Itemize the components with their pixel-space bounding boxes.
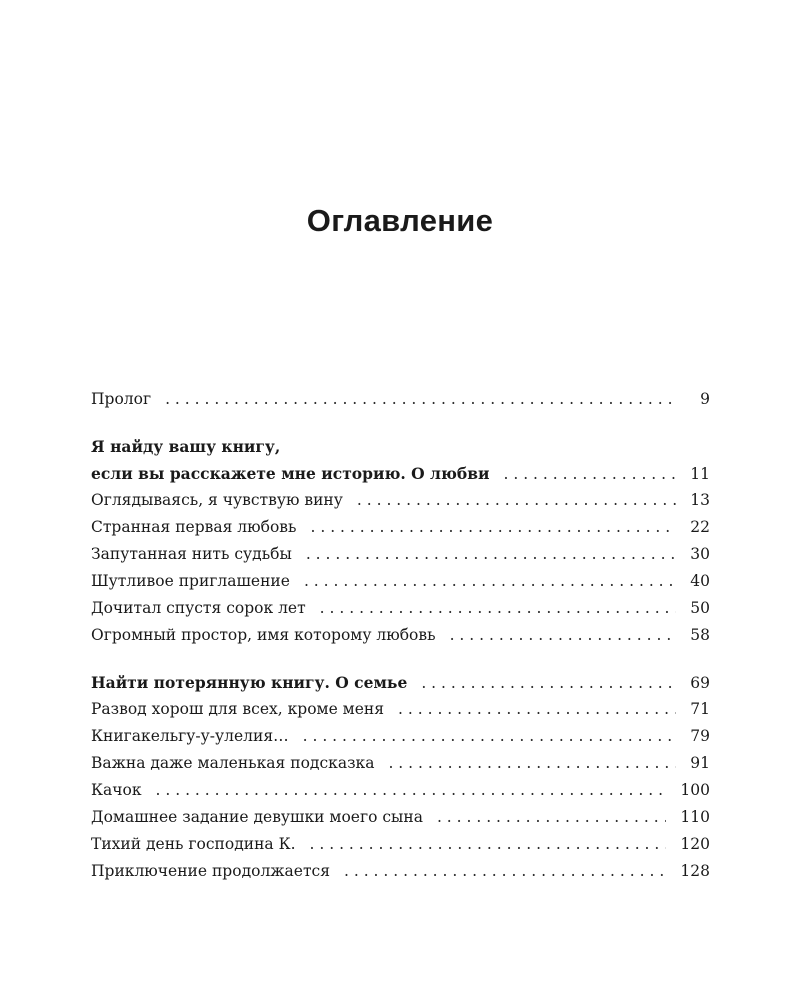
toc-entry-page: 9 [700,390,710,408]
section-heading-love [91,460,710,487]
toc-entry-label: Приключение продолжается [91,862,330,880]
toc-entry-page: 69 [690,674,710,692]
toc-entry-page: 22 [690,518,710,536]
toc-entry-label: Тихий день господина К. [91,835,296,853]
toc-entry-label: Шутливое приглашение [91,572,290,590]
section-gap [91,413,710,433]
toc-entry-page: 50 [690,599,710,617]
toc-entry-page: 71 [690,700,710,718]
toc-entry-page: 128 [680,862,710,880]
page-title: Оглавление [306,203,494,238]
toc-entry-label: Домашнее задание девушки моего сына [91,808,423,826]
toc-entry-page: 13 [690,491,710,509]
toc-entry-page: 30 [690,545,710,563]
toc-entry-page: 110 [680,808,710,826]
dot-leader [437,804,666,831]
dot-leader [421,670,676,697]
toc-entry-page: 58 [690,626,710,644]
toc-entry [91,723,710,750]
toc-entry-label: Качок [91,781,142,799]
toc-entry-label: Книгакельгу-у-улелия… [91,727,289,745]
dot-leader [398,696,676,723]
dot-leader [344,858,666,885]
toc-entry-page: 79 [690,727,710,745]
toc-entry [91,622,710,649]
section-heading-line2: если вы расскажете мне историю. О любви [91,464,490,483]
toc-entry-page: 40 [690,572,710,590]
dot-leader [304,568,676,595]
toc-entry-label: Оглядываясь, я чувствую вину [91,491,343,509]
toc-entry [91,858,710,885]
toc-entry [91,831,710,858]
dot-leader [503,461,676,488]
section-heading-family [91,669,710,696]
toc-entry [91,696,710,723]
toc-entry [91,804,710,831]
dot-leader [303,723,676,750]
toc-entry [91,514,710,541]
toc-entry [91,595,710,622]
toc-entry [91,750,710,777]
table-of-contents [91,386,710,885]
toc-entry-page: 100 [680,781,710,799]
toc-entry-label: Запутанная нить судьбы [91,545,292,563]
dot-leader [450,622,676,649]
dot-leader [388,750,676,777]
toc-entry-page: 91 [690,754,710,772]
toc-entry-label: Пролог [91,390,152,408]
section-heading-line1: Я найду вашу книгу, [91,437,281,456]
section-gap [91,649,710,669]
toc-entry [91,541,710,568]
dot-leader [156,777,667,804]
dot-leader [357,487,676,514]
toc-entry-page: 120 [680,835,710,853]
dot-leader [165,386,676,413]
toc-entry-label: Дочитал спустя сорок лет [91,599,306,617]
toc-entry-label: Странная первая любовь [91,518,297,536]
toc-entry-label: Важна даже маленькая подсказка [91,754,375,772]
toc-entry-page: 11 [690,465,710,483]
section-heading: Найти потерянную книгу. О семье [91,673,408,692]
toc-entry-prologue [91,386,710,413]
toc-entry-label: Развод хорош для всех, кроме меня [91,700,385,718]
dot-leader [310,514,676,541]
toc-entry-label: Огромный простор, имя которому любовь [91,626,436,644]
dot-leader [310,831,667,858]
toc-entry [91,568,710,595]
dot-leader [306,541,676,568]
toc-entry [91,487,710,514]
toc-entry [91,777,710,804]
dot-leader [320,595,676,622]
